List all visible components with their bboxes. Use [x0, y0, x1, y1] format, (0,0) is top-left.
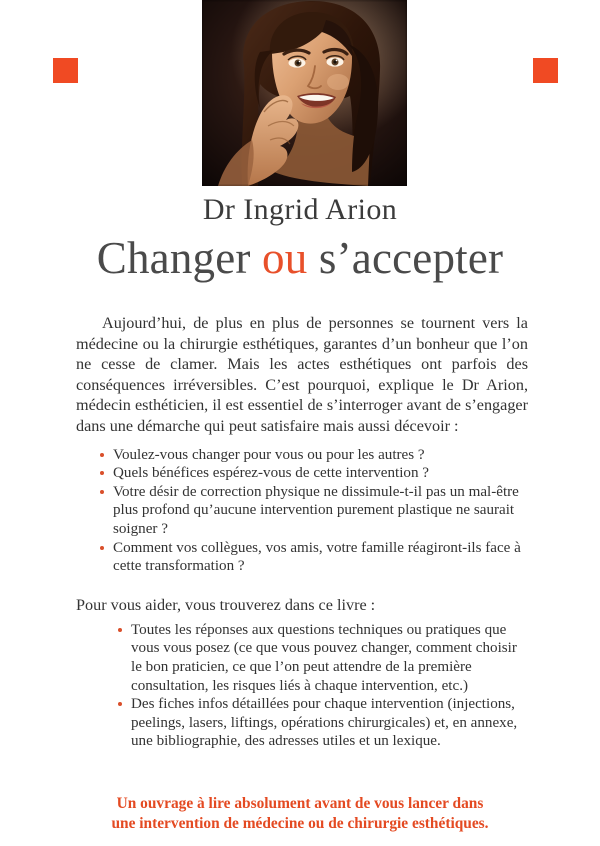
intro-paragraph: Aujourd’hui, de plus en plus de personnes se tournent vers la médecine ou la chirurgie esthétiques, garantes d’un bonheur que l’on ne cesse de clamer. Mais les actes esthétiques ont parfois des conséquences irréversibles. C’est pourquoi, explique le Dr Arion, médecin esthéticien, il est essentiel de s’interroger avant de s’engager dans une démarche qui peut satisfaire mais aussi décevoir : [76, 314, 528, 435]
author-name: Dr Ingrid Arion [202, 193, 398, 226]
list-item: Votre désir de correction physique ne dissimule-t-il pas un mal-être plus profond qu’aucune intervention purement plastique ne saurait soigner ? [100, 483, 528, 539]
title-part-2: s’accepter [307, 233, 504, 283]
author-portrait-photo [202, 0, 407, 186]
title-accent-word: ou [262, 233, 308, 283]
tagline-line-2: une intervention de médecine ou de chirurgie esthétiques. [111, 815, 489, 832]
list-item: Voulez-vous changer pour vous ou pour les autres ? [100, 446, 528, 465]
tagline-line-1: Un ouvrage à lire absolument avant de vous lancer dans [116, 795, 484, 812]
lead-paragraph: Pour vous aider, vous trouverez dans ce livre : [76, 595, 376, 614]
decorative-square-left [53, 58, 78, 83]
book-title [0, 234, 600, 284]
question-list [76, 446, 528, 576]
list-item: Comment vos collègues, vos amis, votre famille réagiront-ils face à cette transformation ? [100, 539, 528, 576]
list-item: Toutes les réponses aux questions techniques ou pratiques que vous vous posez (ce que vous pouvez changer, comment choisir le bon praticien, ce que l’on peut attendre de la première consultation, les risques liés à chaque intervention, etc.) [118, 621, 528, 695]
cover-tagline [0, 794, 600, 834]
benefits-list [76, 621, 528, 751]
title-part-1: Changer [96, 233, 263, 283]
list-item: Des fiches infos détaillées pour chaque intervention (injections, peelings, lasers, liftings, opérations chirurgicales) et, en annexe, une bibliographie, des adresses utiles et un lexique. [118, 695, 528, 751]
portrait-illustration [202, 0, 407, 186]
decorative-square-right [533, 58, 558, 83]
cover-blurb [76, 313, 528, 751]
list-item: Quels bénéfices espérez-vous de cette intervention ? [100, 464, 528, 483]
